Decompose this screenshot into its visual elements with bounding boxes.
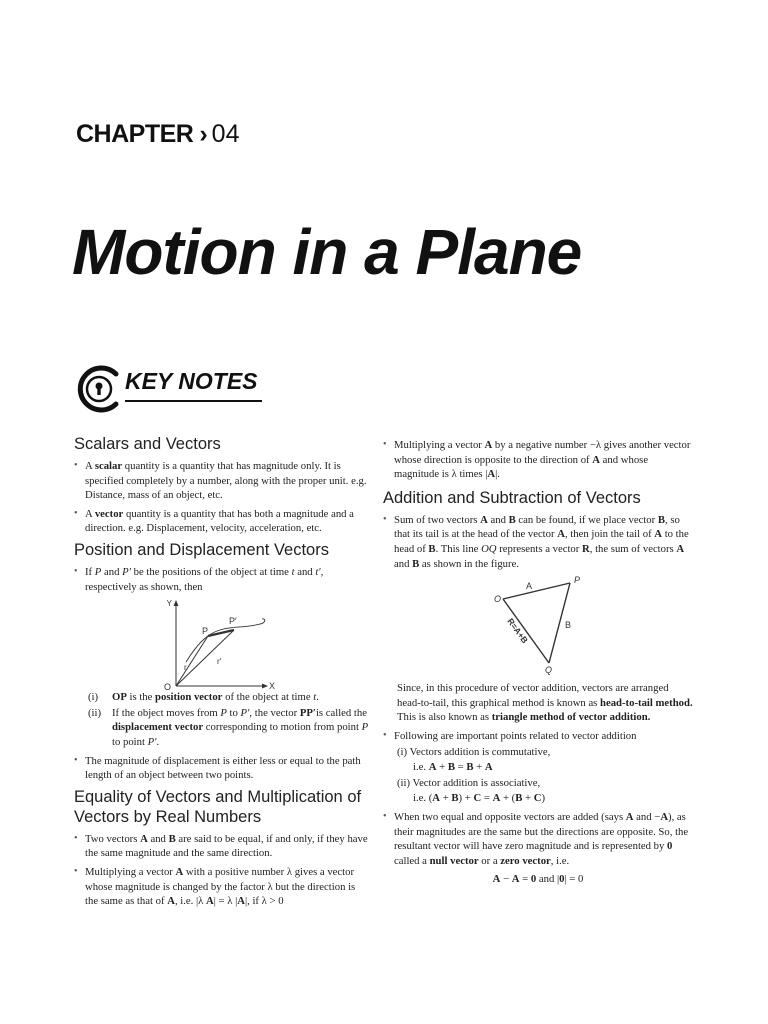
text-run: + <box>440 792 452 805</box>
list-item <box>74 865 369 909</box>
text-run: to <box>226 706 241 719</box>
list-item: (ii) Vector addition is associative, <box>397 776 541 789</box>
text-run: B <box>428 542 436 555</box>
text-run: , then join the tail of <box>564 528 655 541</box>
text-run: B <box>466 761 474 774</box>
text-run: | = λ | <box>213 895 238 908</box>
text-run: , i.e. |λ <box>174 895 207 908</box>
text-run: OP <box>112 691 127 704</box>
text-run: PP′ <box>299 706 316 719</box>
paragraph <box>383 681 693 725</box>
text-run: A <box>557 528 565 541</box>
text-run: ), as their magnitudes are the same but the directions are opposite. So, the resultant vector will have zero magnitude and is represented by <box>394 810 689 853</box>
text-run: If <box>85 565 95 578</box>
text-run: 0 <box>559 873 565 886</box>
list-item <box>74 690 369 705</box>
text-run: = <box>519 873 531 886</box>
list-item <box>74 507 369 536</box>
equation <box>383 872 693 887</box>
chevron-right-icon: › <box>199 120 208 148</box>
text-run: with a positive number λ gives a vector whose magnitude is changed by the factor λ but the direction is the same as that of <box>85 865 356 908</box>
text-run: and <box>101 565 123 578</box>
list-item <box>383 513 693 571</box>
text-run: B <box>657 513 666 526</box>
text-run: ) + <box>458 792 474 805</box>
text-run: A <box>480 513 488 526</box>
text-run: Since, in this procedure of vector addition, vectors are arranged head-to-tail, this graphical method is known as <box>397 682 669 709</box>
text-run: A <box>140 832 148 845</box>
text-run: to point <box>112 735 148 748</box>
text-run: , the sum of vectors <box>589 542 677 555</box>
list-item <box>74 706 369 750</box>
text-run: A <box>167 895 175 908</box>
text-run: and <box>487 513 509 526</box>
point-p-label: P <box>202 626 209 637</box>
text-run: A <box>660 810 669 823</box>
key-notes-title: KEY NOTES <box>125 368 258 394</box>
text-run: + <box>473 761 485 774</box>
text-run: |, if λ > 0 <box>244 895 284 908</box>
text-run: B <box>168 832 176 845</box>
text-run: of the object at time <box>222 691 314 704</box>
origin-label: O <box>163 682 171 691</box>
text-run: ) <box>541 792 546 805</box>
list-item <box>74 832 369 861</box>
text-run: , respectively as shown, then <box>85 565 324 593</box>
text-run: be the positions of the object at time <box>130 565 292 578</box>
text-run: A <box>85 507 95 520</box>
text-run: to the head of <box>394 528 689 555</box>
text-run: P′ <box>240 706 250 719</box>
item-marker: (ii) <box>88 706 102 719</box>
chapter-word: CHAPTER <box>76 120 194 148</box>
chapter-label <box>76 118 239 150</box>
x-axis-label: X <box>269 681 276 691</box>
text-run: head-to-tail method. <box>600 696 693 709</box>
text-run: and <box>294 565 316 578</box>
text-run: P′ <box>122 565 131 578</box>
text-run: P <box>220 706 227 719</box>
vector-r-label: r <box>184 663 187 673</box>
text-run: scalar <box>94 460 123 472</box>
vector-r-label: R=A+B <box>505 616 531 646</box>
text-run: t <box>291 565 295 578</box>
text-run: , i.e. <box>550 854 570 867</box>
text-run: C <box>533 792 542 805</box>
text-run: Sum of two vectors <box>394 513 481 526</box>
equation <box>383 791 693 806</box>
text-run: |. <box>495 468 500 481</box>
text-run: 0 <box>667 840 673 853</box>
item-marker: (i) <box>88 691 99 704</box>
text-run: A <box>85 460 95 472</box>
y-axis-label: Y <box>166 599 172 609</box>
right-column <box>383 438 693 887</box>
text-run: is called the <box>315 706 367 719</box>
text-run: or a <box>478 854 501 867</box>
point-p-prime-label: P′ <box>229 616 237 627</box>
list-item <box>74 459 369 503</box>
text-run: = <box>454 761 467 774</box>
list-item: • Following are important points related to vector addition <box>383 729 693 744</box>
text-run: A <box>487 468 496 481</box>
text-run: A <box>511 873 520 886</box>
text-run: − <box>500 873 512 886</box>
text-run: P <box>94 565 102 578</box>
text-run: A <box>484 439 493 451</box>
key-notes-underline <box>125 400 262 402</box>
list-item: (i) Vectors addition is commutative, <box>397 745 551 758</box>
text-run: + <box>522 792 534 805</box>
text-run: by a negative number −λ gives another vector whose direction is opposite to the direction of <box>394 439 691 466</box>
text-run: If the object moves from <box>112 706 221 719</box>
text-run: B <box>508 513 516 526</box>
chapter-number: 04 <box>211 120 240 148</box>
text-run: B <box>447 761 455 774</box>
text-run: position vector <box>155 691 223 704</box>
text-run: corresponding to motion from point <box>203 721 362 734</box>
text-run: called a <box>394 854 430 867</box>
text-run: This is also known as <box>397 711 492 724</box>
text-run: + ( <box>500 792 516 805</box>
text-run: t <box>313 691 317 704</box>
page-title: Motion in a Plane <box>72 216 582 288</box>
text-run: Two vectors <box>85 832 141 845</box>
left-column <box>74 434 369 913</box>
section-heading-equality: Equality of Vectors and Multiplication of Vectors by Real Numbers <box>74 787 362 826</box>
text-run: displacement vector <box>112 721 204 734</box>
text-run: B <box>412 557 420 570</box>
equation <box>383 760 693 775</box>
text-run: . <box>156 735 160 748</box>
text-run: A <box>428 761 437 774</box>
text-run: i.e. ( <box>413 792 433 805</box>
text-run: A <box>676 542 685 555</box>
text-run: A <box>432 792 441 805</box>
point-q-label: Q <box>545 665 553 676</box>
vector-a-label: A <box>526 581 533 592</box>
position-vector-figure <box>74 598 369 690</box>
list-item <box>383 438 693 482</box>
text-run: null vector <box>429 854 479 867</box>
text-run: A <box>492 873 501 886</box>
vector-b-label: B <box>565 620 572 631</box>
text-run: can be found, if we place vector <box>515 513 658 526</box>
text-run: represents a vector <box>496 542 582 555</box>
text-run: | = 0 <box>564 873 584 886</box>
text-run: quantity is a quantity that has magnitude only. It is specified completely by a number, along with the proper unit. e.g. Distance, mass of an object, etc. <box>85 460 367 502</box>
text-run: and <box>147 832 169 845</box>
text-run: A <box>175 865 184 878</box>
list-item <box>383 810 693 868</box>
text-run: , the vector <box>249 706 300 719</box>
text-run: 0 <box>530 873 537 886</box>
text-run: is the <box>126 691 156 704</box>
text-run: A <box>237 895 245 908</box>
text-run: A <box>654 528 663 541</box>
keyhole-icon <box>74 364 124 414</box>
vector-r-prime-label: r′ <box>217 657 222 667</box>
text-run: + <box>436 761 448 774</box>
text-run: A <box>625 810 634 823</box>
point-o-label: O <box>494 594 502 605</box>
text-run: quantity is a quantity that has both a magnitude and a direction. e.g. Displacement, velocity, acceleration, etc. <box>85 507 354 535</box>
text-run: A <box>492 792 501 805</box>
text-run: B <box>515 792 523 805</box>
text-run: i.e. <box>413 761 429 774</box>
section-heading-addition: Addition and Subtraction of Vectors <box>383 488 641 507</box>
section-heading-position: Position and Displacement Vectors <box>74 540 329 559</box>
text-run: C <box>473 792 482 805</box>
text-run: and | <box>536 873 560 886</box>
text-run: , so that its tail is at the head of the vector <box>394 513 680 541</box>
text-run: . <box>316 691 319 704</box>
text-run: and − <box>633 810 661 823</box>
section-heading-scalars: Scalars and Vectors <box>74 435 221 453</box>
text-run: and <box>394 557 413 570</box>
list-item: • The magnitude of displacement is either less or equal to the path length of an object between two points. <box>74 754 369 783</box>
text-run: A <box>592 453 600 466</box>
text-run: A <box>484 761 493 774</box>
text-run: are said to be equal, if and only, if they have the same magnitude and the same direction. <box>85 832 368 860</box>
text-run: t′ <box>315 565 321 578</box>
text-run: OQ <box>481 542 497 555</box>
text-run: When two equal and opposite vectors are added (says <box>394 810 626 823</box>
text-run: R <box>582 542 590 555</box>
text-run: triangle method of vector addition. <box>491 711 651 724</box>
text-run: Multiplying a vector <box>394 439 485 451</box>
text-run: zero vector <box>500 854 551 867</box>
vector-addition-figure <box>383 575 693 681</box>
text-run: . This line <box>435 542 482 555</box>
text-run: and whose magnitude is λ times | <box>394 453 649 481</box>
text-run: Multiplying a vector <box>85 865 176 878</box>
text-run: A <box>206 895 214 908</box>
list-item <box>74 565 369 594</box>
text-run: P <box>361 721 369 734</box>
text-run: P′ <box>147 735 157 748</box>
point-p-label: P <box>574 575 581 586</box>
text-run: = <box>481 792 493 805</box>
text-run: as shown in the figure. <box>419 557 519 570</box>
text-run: vector <box>94 507 124 520</box>
text-run: B <box>451 792 459 805</box>
